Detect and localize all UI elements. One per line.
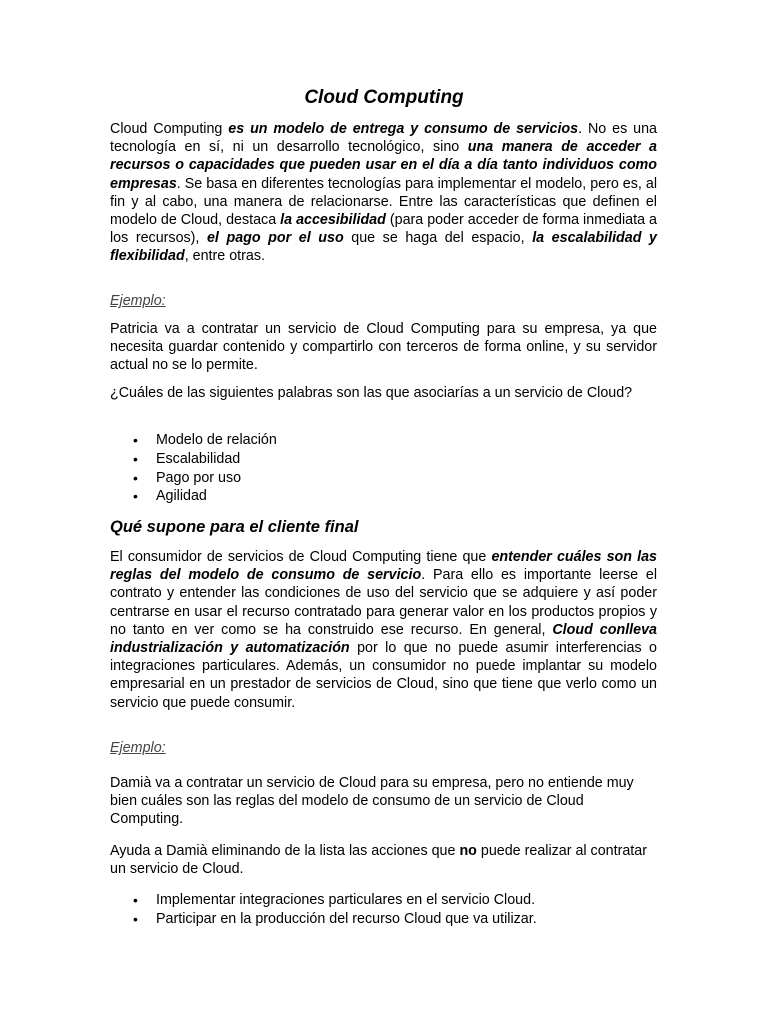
intro-text-2: . No es una tecnología en sí, ni un desarrollo tecnológico, sino (110, 121, 657, 156)
list-item (110, 891, 537, 910)
example-label-1-text: Ejemplo: (110, 293, 166, 309)
list-item-label: Modelo de relación (156, 432, 277, 448)
list-item-label: Implementar integraciones particulares en el servicio Cloud. (156, 892, 536, 908)
bullet-icon: • (133, 910, 138, 927)
intro-text-3: . Se basa en diferentes tecnologías para implementar el modelo, pero es, al fin y al cabo, una manera de relacionarse. Entre las características que definen el modelo de Cloud, destaca (110, 175, 657, 229)
intro-emphasis-2: una manera de acceder a recursos o capacidades que pueden usar en el día a día tanto individuos como empresas (110, 139, 658, 192)
bullet-icon: • (133, 450, 138, 467)
intro-emphasis-4: el pago por el uso (206, 230, 344, 247)
example-label-2-text: Ejemplo: (110, 740, 166, 756)
instruction-emphasis: no (459, 843, 477, 859)
intro-emphasis-3: la accesibilidad (280, 212, 386, 229)
instruction-text-2: puede realizar al contratar un servicio de Cloud. (110, 843, 647, 878)
instruction-text-1: Ayuda a Damià eliminando de la lista las acciones que (110, 843, 460, 859)
example-paragraph-2: Damià va a contratar un servicio de Cloud para su empresa, pero no entiende muy bien cuáles son las reglas del modelo de consumo de un servicio de Cloud Computing. (110, 775, 634, 828)
consumer-text-3: por lo que no puede asumir interferencias o integraciones particulares. Además, un consumidor no puede implantar su modelo empresarial en un prestador de servicios de Cloud, sino que tiene que verlo como un servicio que puede consumir. (110, 640, 657, 711)
bullet-icon: • (133, 432, 138, 448)
list-item (110, 910, 537, 929)
list-item (110, 469, 277, 488)
list-item (110, 431, 277, 450)
list-item-label: Participar en la producción del recurso Cloud que va utilizar. (156, 910, 537, 927)
consumer-text-2: . Para ello es importante leerse el contrato y entender las condiciones de uso del servicio que se adquiere y así poder centrarse en usar el recurso contratado para generar valor en los productos propios y no tanto en ver como se ha construido ese recurso. En general, (110, 567, 657, 638)
list-item (110, 450, 277, 469)
section-heading: Qué supone para el cliente final (110, 518, 359, 536)
example-label-1 (110, 292, 657, 310)
intro-paragraph (110, 120, 657, 266)
example-paragraph-1: Patricia va a contratar un servicio de Cloud Computing para su empresa, ya que necesita guardar contenido y compartirlo con terceros de forma online, y su servidor actual no se lo permite. (110, 321, 657, 374)
example-label-2 (110, 739, 657, 757)
intro-emphasis-1: es un modelo de entrega y consumo de servicios (228, 121, 579, 137)
consumer-emphasis-1: entender cuáles son las reglas del modelo de consumo de servicio (110, 549, 657, 584)
action-list (110, 891, 537, 929)
consumer-text-1: El consumidor de servicios de Cloud Computing tiene que (110, 549, 492, 565)
list-item-label: Escalabilidad (156, 450, 241, 467)
intro-text-6: , entre otras. (184, 248, 265, 265)
bullet-icon: • (133, 488, 138, 505)
instruction-paragraph (110, 842, 657, 878)
intro-emphasis-5: la escalabilidad y flexibilidad (110, 230, 657, 265)
bullet-icon: • (133, 469, 138, 486)
list-item (110, 487, 277, 506)
intro-text-4: (para poder acceder de forma inmediata a los recursos), (110, 212, 657, 247)
intro-text-5: que se haga del espacio, (343, 230, 533, 247)
question-paragraph: ¿Cuáles de las siguientes palabras son las que asociarías a un servicio de Cloud? (110, 385, 633, 401)
list-item-label: Pago por uso (156, 469, 242, 486)
consumer-emphasis-2: Cloud conlleva industrialización y automatización (110, 621, 657, 657)
intro-text-1: Cloud Computing (110, 121, 229, 137)
list-item-label: Agilidad (156, 488, 207, 505)
consumer-paragraph (110, 548, 657, 712)
bullet-icon: • (133, 892, 138, 908)
document-title: Cloud Computing (304, 87, 464, 108)
keyword-list (110, 431, 277, 506)
